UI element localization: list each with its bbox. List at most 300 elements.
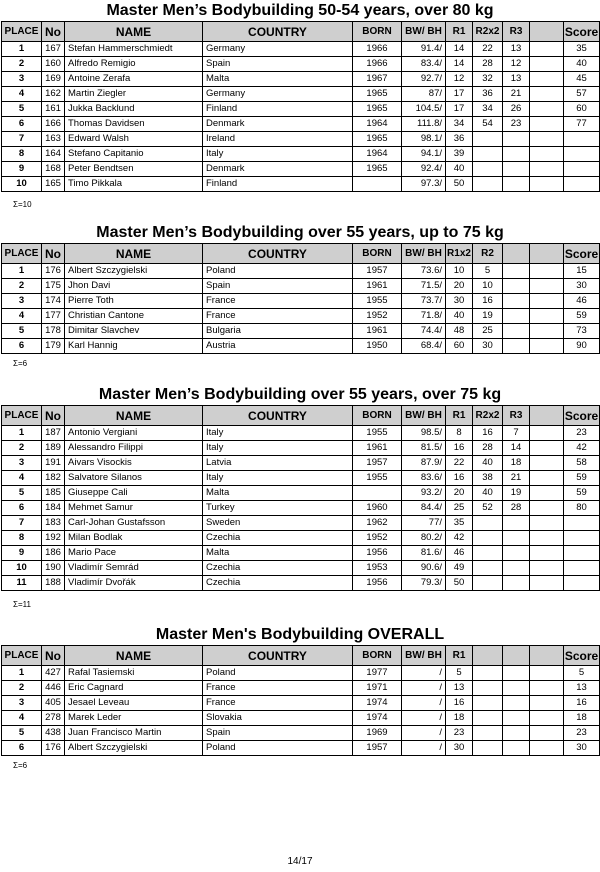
cell-round3 <box>503 132 530 147</box>
table-row <box>2 72 600 87</box>
cell-place: 1 <box>2 264 42 279</box>
cell-extra <box>530 531 564 546</box>
results-section <box>0 222 600 369</box>
cell-score: 45 <box>564 72 600 87</box>
cell-born: 1950 <box>353 339 402 354</box>
table-row <box>2 441 600 456</box>
header-row <box>2 244 600 264</box>
cell-round1: 8 <box>446 426 473 441</box>
cell-country: Slovakia <box>203 711 353 726</box>
cell-round1: 16 <box>446 471 473 486</box>
cell-place: 6 <box>2 741 42 756</box>
cell-round2: 19 <box>473 309 503 324</box>
cell-round3 <box>503 339 530 354</box>
cell-score: 18 <box>564 711 600 726</box>
cell-bodyweight: 71.8/ <box>402 309 446 324</box>
cell-bib-number: 405 <box>42 696 65 711</box>
table-row <box>2 456 600 471</box>
cell-country: Poland <box>203 666 353 681</box>
cell-score: 23 <box>564 426 600 441</box>
cell-round2: 16 <box>473 294 503 309</box>
column-header-place: PLACE <box>2 646 42 666</box>
cell-round3 <box>503 324 530 339</box>
cell-place: 5 <box>2 324 42 339</box>
cell-round3 <box>503 546 530 561</box>
cell-name: Aivars Visockis <box>65 456 203 471</box>
cell-born: 1956 <box>353 576 402 591</box>
column-header-born: BORN <box>353 406 402 426</box>
cell-round1: 13 <box>446 681 473 696</box>
cell-place: 8 <box>2 531 42 546</box>
cell-round3 <box>503 294 530 309</box>
competitor-count: Σ=11 <box>13 599 31 609</box>
cell-place: 6 <box>2 501 42 516</box>
column-header-bib-number: No <box>42 646 65 666</box>
cell-born: 1964 <box>353 117 402 132</box>
cell-name: Carl-Johan Gustafsson <box>65 516 203 531</box>
cell-round2 <box>473 531 503 546</box>
cell-place: 2 <box>2 681 42 696</box>
cell-name: Mario Pace <box>65 546 203 561</box>
column-header-name: NAME <box>65 646 203 666</box>
cell-round2: 54 <box>473 117 503 132</box>
cell-extra <box>530 72 564 87</box>
cell-extra <box>530 696 564 711</box>
cell-bodyweight: 79.3/ <box>402 576 446 591</box>
cell-born: 1977 <box>353 666 402 681</box>
cell-extra <box>530 726 564 741</box>
page-number: 14/17 <box>287 856 313 867</box>
column-header-bodyweight: BW/ BH <box>402 646 446 666</box>
cell-name: Christian Cantone <box>65 309 203 324</box>
table-row <box>2 132 600 147</box>
cell-country: Spain <box>203 279 353 294</box>
table-row <box>2 117 600 132</box>
cell-bib-number: 168 <box>42 162 65 177</box>
cell-extra <box>530 516 564 531</box>
column-header-bodyweight: BW/ BH <box>402 406 446 426</box>
cell-bodyweight: 98.5/ <box>402 426 446 441</box>
cell-round2: 10 <box>473 279 503 294</box>
cell-extra <box>530 741 564 756</box>
cell-round1: 40 <box>446 162 473 177</box>
cell-bib-number: 179 <box>42 339 65 354</box>
cell-round2 <box>473 516 503 531</box>
cell-bib-number: 183 <box>42 516 65 531</box>
cell-born: 1966 <box>353 57 402 72</box>
cell-round2: 25 <box>473 324 503 339</box>
cell-extra <box>530 132 564 147</box>
cell-round3 <box>503 162 530 177</box>
cell-name: Stefan Hammerschmiedt <box>65 42 203 57</box>
cell-score <box>564 546 600 561</box>
cell-country: Germany <box>203 42 353 57</box>
results-table <box>1 243 600 354</box>
section-title: Master Men’s Bodybuilding over 55 years, over 75 kg <box>98 386 502 403</box>
results-table <box>1 645 600 756</box>
cell-round2: 38 <box>473 471 503 486</box>
cell-name: Jukka Backlund <box>65 102 203 117</box>
cell-extra <box>530 102 564 117</box>
column-header-born: BORN <box>353 244 402 264</box>
cell-round1: 16 <box>446 441 473 456</box>
cell-born: 1952 <box>353 531 402 546</box>
cell-bodyweight: 73.6/ <box>402 264 446 279</box>
cell-round2: 22 <box>473 42 503 57</box>
table-row <box>2 696 600 711</box>
cell-bib-number: 176 <box>42 741 65 756</box>
cell-extra <box>530 711 564 726</box>
cell-round1: 23 <box>446 726 473 741</box>
cell-extra <box>530 147 564 162</box>
cell-place: 5 <box>2 726 42 741</box>
cell-place: 4 <box>2 309 42 324</box>
cell-name: Thomas Davidsen <box>65 117 203 132</box>
cell-bodyweight: 74.4/ <box>402 324 446 339</box>
cell-score <box>564 576 600 591</box>
cell-country: Finland <box>203 102 353 117</box>
column-header-round2: R2x2 <box>473 406 503 426</box>
cell-score: 60 <box>564 102 600 117</box>
cell-bib-number: 438 <box>42 726 65 741</box>
cell-round2 <box>473 147 503 162</box>
cell-extra <box>530 309 564 324</box>
table-row <box>2 666 600 681</box>
cell-extra <box>530 57 564 72</box>
cell-extra <box>530 471 564 486</box>
cell-bib-number: 184 <box>42 501 65 516</box>
cell-extra <box>530 666 564 681</box>
cell-round3: 21 <box>503 471 530 486</box>
cell-bodyweight: 104.5/ <box>402 102 446 117</box>
table-row <box>2 576 600 591</box>
cell-bodyweight: 98.1/ <box>402 132 446 147</box>
cell-name: Vladimír Dvořák <box>65 576 203 591</box>
cell-bib-number: 189 <box>42 441 65 456</box>
cell-bib-number: 185 <box>42 486 65 501</box>
cell-bib-number: 186 <box>42 546 65 561</box>
cell-round2: 30 <box>473 339 503 354</box>
cell-round1: 14 <box>446 57 473 72</box>
table-row <box>2 294 600 309</box>
table-row <box>2 177 600 192</box>
cell-name: Stefano Capitanio <box>65 147 203 162</box>
cell-round1: 46 <box>446 546 473 561</box>
cell-round3: 12 <box>503 57 530 72</box>
results-section <box>0 0 600 209</box>
cell-born: 1969 <box>353 726 402 741</box>
cell-bodyweight: 83.4/ <box>402 57 446 72</box>
cell-bodyweight: / <box>402 696 446 711</box>
cell-extra <box>530 324 564 339</box>
cell-extra <box>530 426 564 441</box>
cell-born: 1953 <box>353 561 402 576</box>
cell-round2: 28 <box>473 57 503 72</box>
cell-place: 4 <box>2 87 42 102</box>
cell-round2: 52 <box>473 501 503 516</box>
cell-born: 1955 <box>353 471 402 486</box>
cell-country: Turkey <box>203 501 353 516</box>
column-header-name: NAME <box>65 244 203 264</box>
cell-round1: 50 <box>446 576 473 591</box>
cell-bodyweight: 111.8/ <box>402 117 446 132</box>
cell-place: 3 <box>2 72 42 87</box>
cell-place: 2 <box>2 279 42 294</box>
column-header-name: NAME <box>65 22 203 42</box>
cell-extra <box>530 576 564 591</box>
cell-bodyweight: 92.4/ <box>402 162 446 177</box>
cell-bib-number: 169 <box>42 72 65 87</box>
cell-extra <box>530 117 564 132</box>
cell-round1: 30 <box>446 294 473 309</box>
cell-born: 1952 <box>353 309 402 324</box>
table-row <box>2 57 600 72</box>
cell-born: 1967 <box>353 72 402 87</box>
column-header-bib-number: No <box>42 244 65 264</box>
cell-bodyweight: 77/ <box>402 516 446 531</box>
results-section <box>0 384 600 609</box>
cell-country: Italy <box>203 441 353 456</box>
cell-round3: 26 <box>503 102 530 117</box>
cell-born: 1971 <box>353 681 402 696</box>
cell-born: 1957 <box>353 264 402 279</box>
cell-born: 1966 <box>353 42 402 57</box>
cell-place: 2 <box>2 57 42 72</box>
cell-bodyweight: 97.3/ <box>402 177 446 192</box>
cell-country: Italy <box>203 471 353 486</box>
header-row <box>2 406 600 426</box>
table-row <box>2 546 600 561</box>
cell-round2: 40 <box>473 456 503 471</box>
cell-extra <box>530 42 564 57</box>
cell-extra <box>530 561 564 576</box>
column-header-country: COUNTRY <box>203 244 353 264</box>
cell-name: Dimitar Slavchev <box>65 324 203 339</box>
column-header-score: Score <box>564 646 600 666</box>
cell-country: Poland <box>203 741 353 756</box>
table-row <box>2 681 600 696</box>
competitor-count: Σ=6 <box>13 359 28 369</box>
cell-country: Finland <box>203 177 353 192</box>
cell-extra <box>530 501 564 516</box>
column-header-extra <box>530 646 564 666</box>
cell-round2 <box>473 681 503 696</box>
cell-country: Italy <box>203 147 353 162</box>
table-row <box>2 309 600 324</box>
cell-score: 59 <box>564 471 600 486</box>
cell-score: 80 <box>564 501 600 516</box>
cell-born: 1974 <box>353 696 402 711</box>
cell-round3: 7 <box>503 426 530 441</box>
cell-round3: 28 <box>503 501 530 516</box>
column-header-round3: R3 <box>503 406 530 426</box>
cell-round3: 21 <box>503 87 530 102</box>
cell-place: 10 <box>2 561 42 576</box>
cell-name: Jhon Davi <box>65 279 203 294</box>
cell-name: Rafal Tasiemski <box>65 666 203 681</box>
cell-born <box>353 486 402 501</box>
cell-score: 58 <box>564 456 600 471</box>
cell-place: 7 <box>2 516 42 531</box>
cell-score: 73 <box>564 324 600 339</box>
column-header-extra <box>530 22 564 42</box>
cell-country: Malta <box>203 486 353 501</box>
cell-name: Karl Hannig <box>65 339 203 354</box>
column-header-country: COUNTRY <box>203 646 353 666</box>
cell-round2 <box>473 546 503 561</box>
cell-round1: 20 <box>446 279 473 294</box>
table-row <box>2 426 600 441</box>
cell-round1: 36 <box>446 132 473 147</box>
column-header-score: Score <box>564 406 600 426</box>
cell-country: Latvia <box>203 456 353 471</box>
cell-country: Malta <box>203 72 353 87</box>
cell-round3: 18 <box>503 456 530 471</box>
cell-round1: 17 <box>446 102 473 117</box>
cell-bib-number: 178 <box>42 324 65 339</box>
column-header-born: BORN <box>353 646 402 666</box>
cell-place: 5 <box>2 102 42 117</box>
cell-round2 <box>473 162 503 177</box>
cell-bodyweight: 81.5/ <box>402 441 446 456</box>
cell-score <box>564 132 600 147</box>
cell-score <box>564 561 600 576</box>
cell-round2 <box>473 741 503 756</box>
cell-country: Denmark <box>203 117 353 132</box>
cell-bodyweight: 81.6/ <box>402 546 446 561</box>
section-title: Master Men’s Bodybuilding over 55 years, up to 75 kg <box>96 224 504 241</box>
cell-born <box>353 177 402 192</box>
cell-bib-number: 162 <box>42 87 65 102</box>
cell-round1: 34 <box>446 117 473 132</box>
column-header-name: NAME <box>65 406 203 426</box>
cell-place: 1 <box>2 426 42 441</box>
column-header-place: PLACE <box>2 22 42 42</box>
cell-extra <box>530 339 564 354</box>
column-header-round3 <box>503 244 530 264</box>
cell-country: France <box>203 681 353 696</box>
cell-score: 46 <box>564 294 600 309</box>
cell-place: 6 <box>2 339 42 354</box>
cell-score: 57 <box>564 87 600 102</box>
cell-bodyweight: 94.1/ <box>402 147 446 162</box>
cell-score: 35 <box>564 42 600 57</box>
cell-round3: 19 <box>503 486 530 501</box>
cell-score: 5 <box>564 666 600 681</box>
cell-born: 1965 <box>353 102 402 117</box>
cell-bodyweight: 87/ <box>402 87 446 102</box>
cell-round1: 12 <box>446 72 473 87</box>
cell-round3 <box>503 741 530 756</box>
cell-score: 16 <box>564 696 600 711</box>
cell-country: France <box>203 309 353 324</box>
cell-extra <box>530 294 564 309</box>
cell-score <box>564 531 600 546</box>
cell-bib-number: 427 <box>42 666 65 681</box>
cell-round2: 40 <box>473 486 503 501</box>
column-header-round1: R1 <box>446 646 473 666</box>
cell-name: Antonio Vergiani <box>65 426 203 441</box>
cell-bodyweight: 91.4/ <box>402 42 446 57</box>
cell-country: Germany <box>203 87 353 102</box>
cell-name: Antoine Zerafa <box>65 72 203 87</box>
header-row <box>2 22 600 42</box>
cell-name: Jesael Leveau <box>65 696 203 711</box>
cell-bodyweight: 73.7/ <box>402 294 446 309</box>
cell-round1: 39 <box>446 147 473 162</box>
cell-born: 1965 <box>353 132 402 147</box>
column-header-place: PLACE <box>2 244 42 264</box>
cell-name: Albert Szczygielski <box>65 741 203 756</box>
cell-round2 <box>473 726 503 741</box>
table-row <box>2 87 600 102</box>
cell-round2: 5 <box>473 264 503 279</box>
column-header-round1: R1x2 <box>446 244 473 264</box>
cell-place: 8 <box>2 147 42 162</box>
cell-bib-number: 161 <box>42 102 65 117</box>
cell-bodyweight: 93.2/ <box>402 486 446 501</box>
cell-place: 3 <box>2 456 42 471</box>
cell-score: 23 <box>564 726 600 741</box>
cell-bodyweight: / <box>402 681 446 696</box>
table-row <box>2 726 600 741</box>
column-header-extra <box>530 244 564 264</box>
cell-name: Edward Walsh <box>65 132 203 147</box>
results-table <box>1 405 600 591</box>
section-title: Master Men's Bodybuilding OVERALL <box>155 626 445 643</box>
cell-round3 <box>503 279 530 294</box>
cell-place: 3 <box>2 696 42 711</box>
cell-name: Timo Pikkala <box>65 177 203 192</box>
cell-bodyweight: 92.7/ <box>402 72 446 87</box>
cell-bib-number: 188 <box>42 576 65 591</box>
column-header-round3: R3 <box>503 22 530 42</box>
cell-bodyweight: 90.6/ <box>402 561 446 576</box>
cell-round1: 60 <box>446 339 473 354</box>
column-header-bodyweight: BW/ BH <box>402 244 446 264</box>
cell-score: 59 <box>564 486 600 501</box>
cell-bib-number: 187 <box>42 426 65 441</box>
cell-round1: 40 <box>446 309 473 324</box>
cell-country: Ireland <box>203 132 353 147</box>
cell-extra <box>530 486 564 501</box>
cell-round2 <box>473 666 503 681</box>
cell-round1: 22 <box>446 456 473 471</box>
cell-place: 2 <box>2 441 42 456</box>
cell-score <box>564 162 600 177</box>
cell-born: 1956 <box>353 546 402 561</box>
cell-name: Mehmet Samur <box>65 501 203 516</box>
cell-country: Spain <box>203 57 353 72</box>
cell-round2 <box>473 576 503 591</box>
cell-round1: 42 <box>446 531 473 546</box>
cell-born: 1974 <box>353 711 402 726</box>
cell-name: Alfredo Remigio <box>65 57 203 72</box>
cell-bib-number: 446 <box>42 681 65 696</box>
cell-bib-number: 163 <box>42 132 65 147</box>
cell-place: 9 <box>2 546 42 561</box>
cell-country: Malta <box>203 546 353 561</box>
cell-born: 1957 <box>353 741 402 756</box>
cell-round3: 14 <box>503 441 530 456</box>
column-header-score: Score <box>564 22 600 42</box>
cell-place: 10 <box>2 177 42 192</box>
cell-round1: 35 <box>446 516 473 531</box>
cell-extra <box>530 87 564 102</box>
cell-score <box>564 147 600 162</box>
cell-country: Czechia <box>203 531 353 546</box>
cell-round2: 32 <box>473 72 503 87</box>
